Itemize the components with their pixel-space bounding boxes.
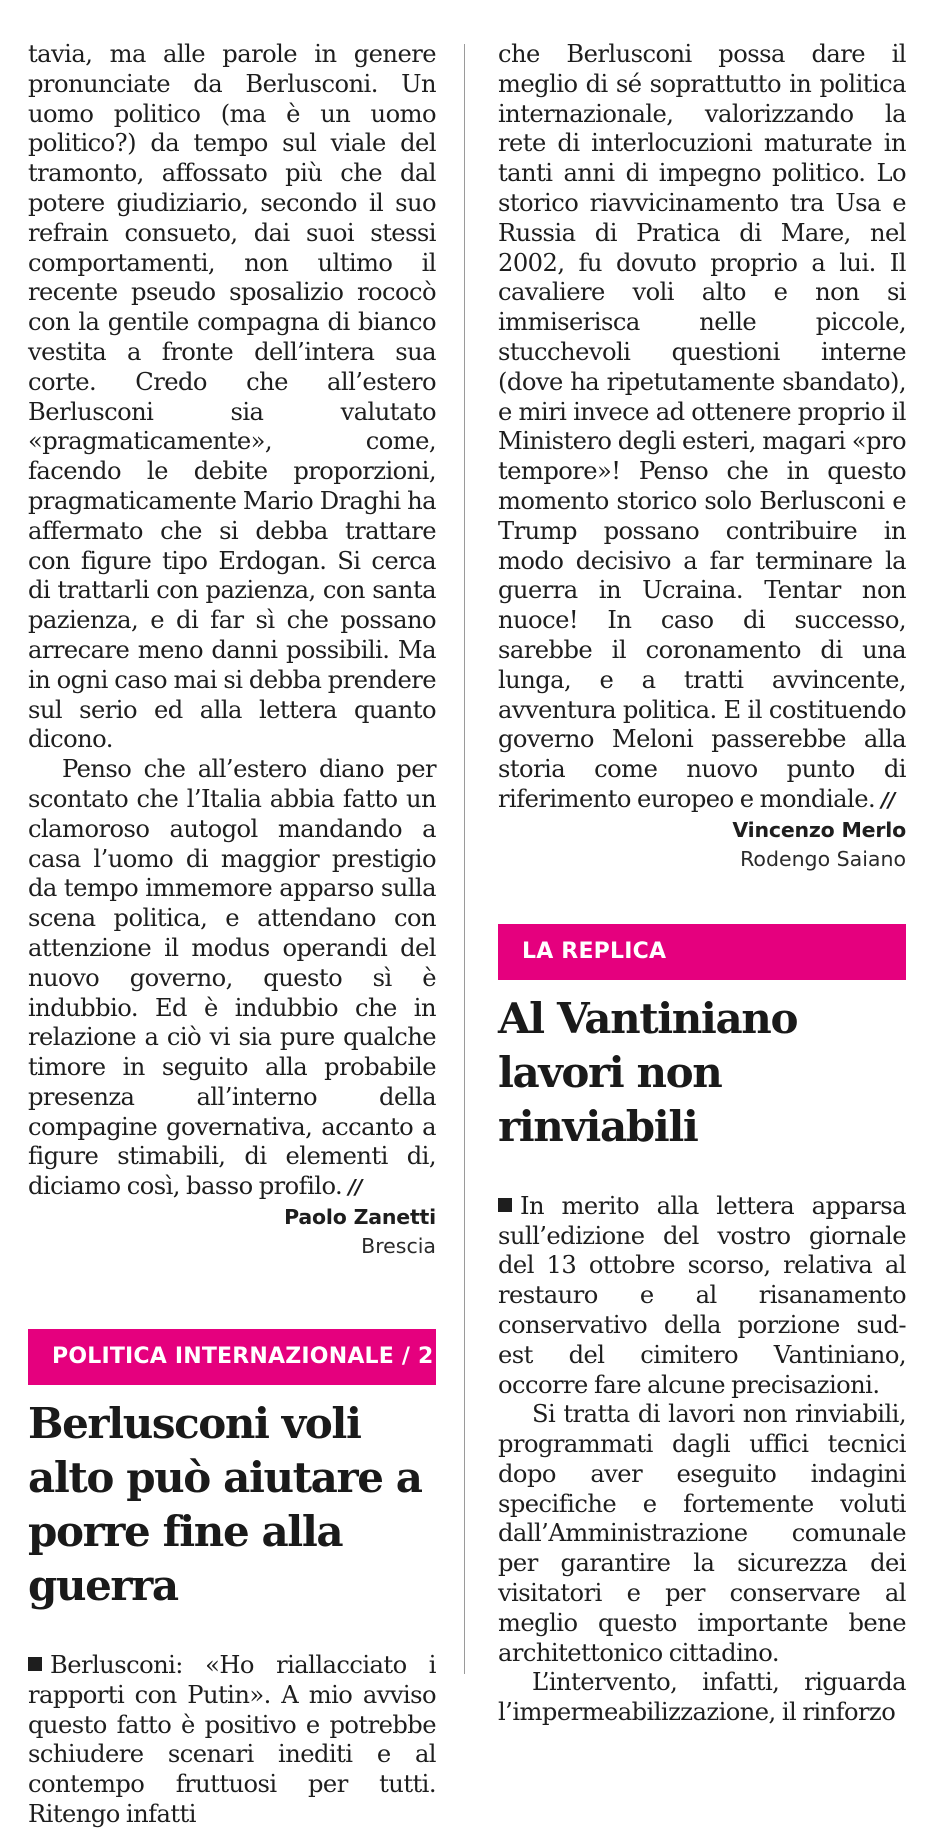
reply-paragraph-text: In merito alla lettera apparsa sull’edizione del vostro giornale del 13 ottobre scorso, relativa al restauro e al risanamento conservativo della porzione sud-est del cimitero Vantiniano, occorre fare alcune precisazioni. bbox=[498, 1191, 906, 1399]
letter-paragraph bbox=[28, 755, 436, 1203]
column-divider bbox=[464, 44, 465, 1674]
author-city: Brescia bbox=[361, 1234, 436, 1259]
reply-paragraph bbox=[498, 1192, 906, 1401]
article-headline: Berlusconi voli alto può aiutare a porre fine alla guerra bbox=[28, 1399, 422, 1611]
end-mark: // bbox=[881, 787, 895, 812]
letter-paragraph: tavia, ma alle parole in genere pronunciate da Berlusconi. Un uomo politico (ma è un uomo politico?) da tempo sul viale del tramonto, affossato più che dal potere giudiziario, secondo il suo refrain consueto, dai suoi stessi comportamenti, non ultimo il recente pseudo sposalizio rococò con la gentile compagna di bianco vestita a fronte dell’intera sua corte. Credo che all’estero Berlusconi sia valutato «pragmaticamente», come, facendo le debite proporzioni, pragmaticamente Mario Draghi ha affermato che si debba trattare con figure tipo Erdogan. Si cerca di trattarli con pazienza, con santa pazienza, e di far sì che possano arrecare meno danni possibili. Ma in ogni caso mai si debba prendere sul serio ed alla lettera quanto dicono. bbox=[28, 40, 436, 754]
author-city: Rodengo Saiano bbox=[740, 846, 906, 871]
reply-vantiniano bbox=[498, 924, 906, 1728]
section-kicker: POLITICA INTERNAZIONALE / 2 bbox=[28, 1329, 436, 1385]
left-column bbox=[28, 40, 436, 1830]
reply-paragraph: Si tratta di lavori non rinviabili, programmati dagli uffici tecnici dopo aver eseguito indagini specifiche e fortemente voluti dall’Amministrazione comunale per garantire la sicurezza dei visitatori e per conservare al meglio questo importante bene architettonico cittadino. bbox=[498, 1400, 906, 1667]
signature bbox=[498, 816, 906, 874]
signature bbox=[28, 1203, 436, 1261]
letter-paragraph-text: Penso che all’estero diano per scontato che l’Italia abbia fatto un clamoroso autogol mandando a casa l’uomo di maggior prestigio da tempo immemore apparso sulla scena politica, e attendano con attenzione il modus operandi del nuovo governo, questo sì è indubbio. Ed è indubbio che in relazione a ciò vi sia pure qualche timore in seguito alla probabile presenza all’interno della compagine governativa, accanto a figure stimabili, di elementi di, diciamo così, basso profilo. bbox=[28, 755, 436, 1201]
author-name: Vincenzo Merlo bbox=[732, 817, 906, 842]
author-name: Paolo Zanetti bbox=[284, 1205, 436, 1230]
letter-paragraph-text: Berlusconi: «Ho riallacciato i rapporti con Putin». A mio avviso questo fatto è positivo e potrebbe schiudere scenari inediti e al contempo fruttuosi per tutti. Ritengo infatti bbox=[28, 1651, 436, 1829]
bullet-square-icon bbox=[28, 1657, 42, 1671]
letter-paragraph-text: che Berlusconi possa dare il meglio di sé soprattutto in politica internazionale, valorizzando la rete di interlocuzioni maturate in tanti anni di impegno politico. Lo storico riavvicinamento tra Usa e Russia di Pratica di Mare, nel 2002, fu dovuto proprio a lui. Il cavaliere voli alto e non si immiserisca nelle piccole, stucchevoli questioni interne (dove ha ripetutamente sbandato), e miri invece ad ottenere proprio il Ministero degli esteri, magari «pro tempore»! Penso che in questo momento storico solo Berlusconi e Trump possano contribuire in modo decisivo a far terminare la guerra in Ucraina. Tentar non nuoce! In caso di successo, sarebbe il coronamento di una lunga, e a tratti avvincente, avventura politica. E il costituendo governo Meloni passerebbe alla storia come nuovo punto di riferimento europeo e mondiale. bbox=[498, 40, 906, 813]
article-headline: Al Vantiniano lavori non rinviabili bbox=[498, 993, 798, 1151]
letter-politica-internazionale bbox=[28, 1329, 436, 1830]
right-column bbox=[498, 40, 906, 1728]
letter-vincenzo-merlo bbox=[498, 40, 906, 874]
reply-paragraph: L’intervento, infatti, riguarda l’impermeabilizzazione, il rinforzo bbox=[498, 1668, 906, 1727]
letter-paolo-zanetti bbox=[28, 40, 436, 1261]
end-mark: // bbox=[348, 1175, 362, 1200]
letter-paragraph bbox=[498, 40, 906, 816]
letter-paragraph bbox=[28, 1651, 436, 1830]
bullet-square-icon bbox=[498, 1198, 512, 1212]
section-kicker: LA REPLICA bbox=[498, 924, 906, 980]
